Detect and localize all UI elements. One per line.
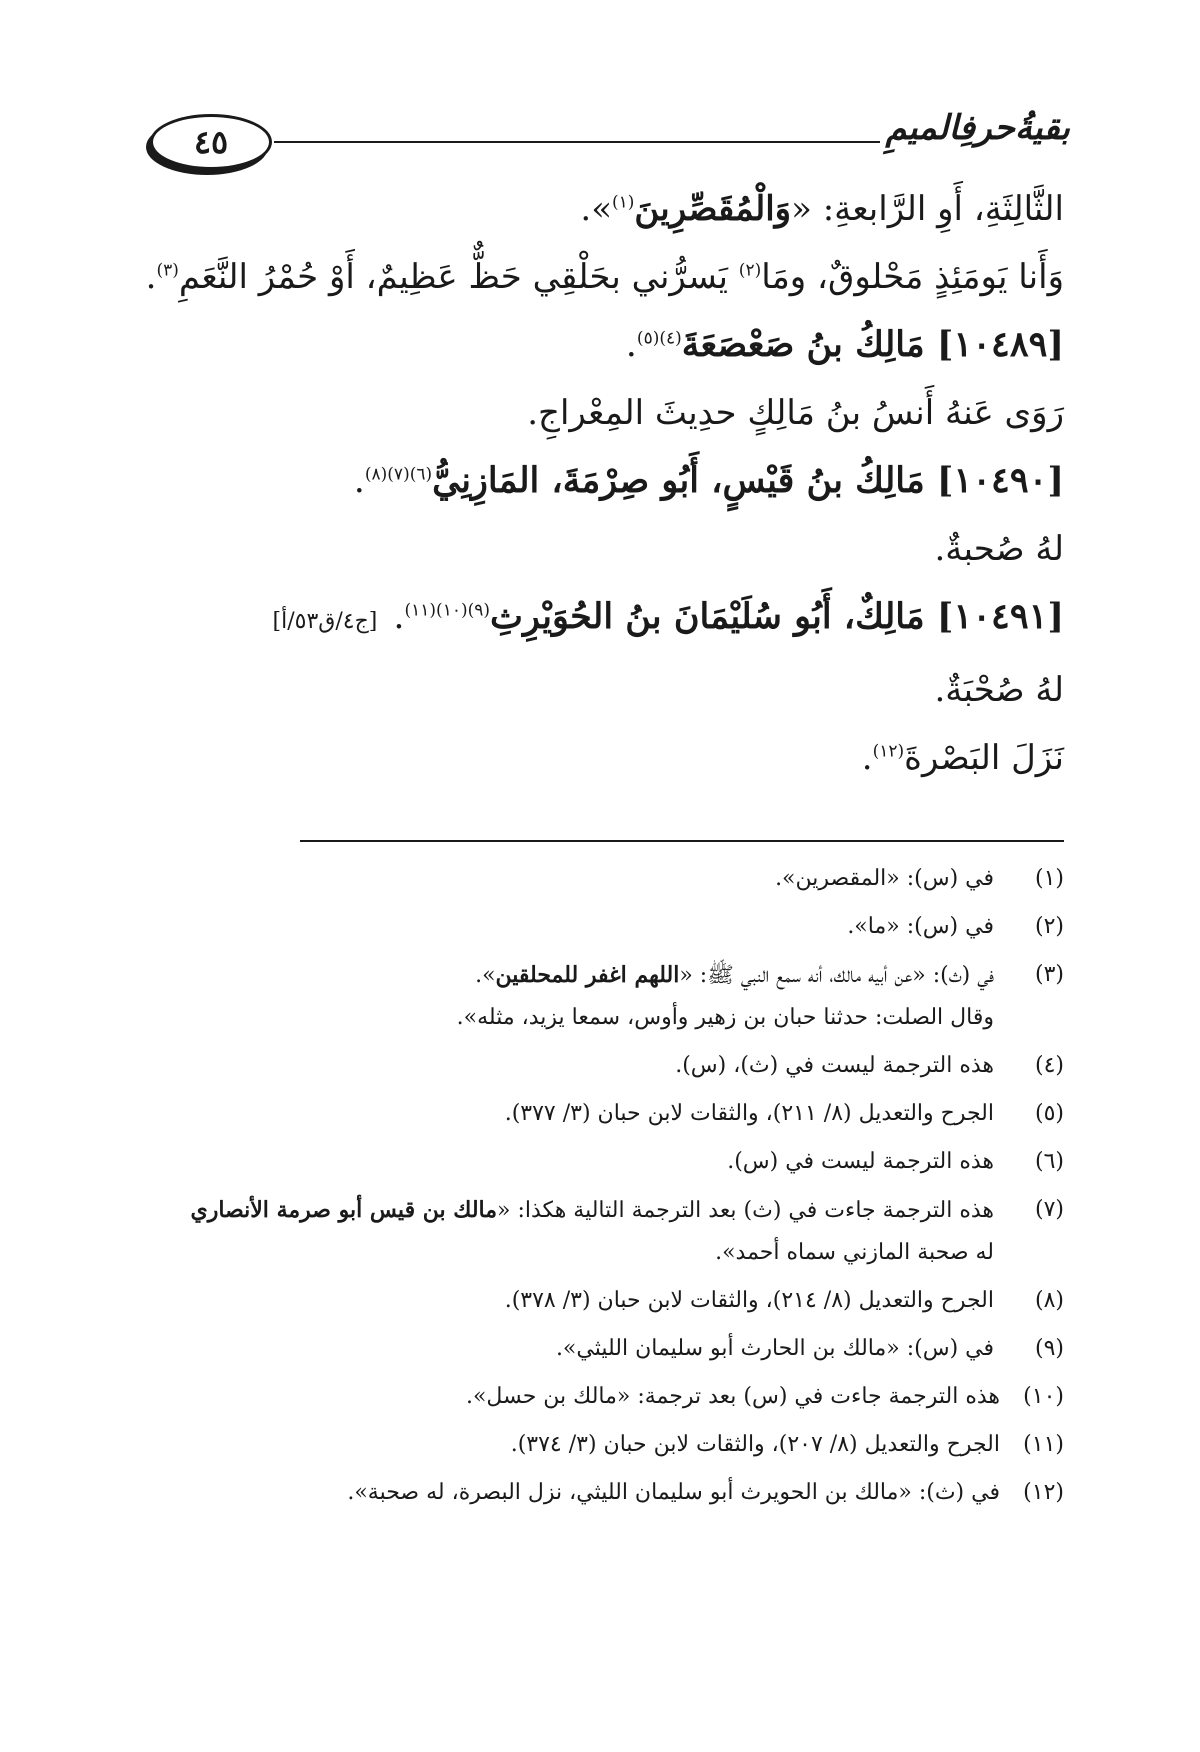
entry-10490	[134, 452, 1064, 510]
footnote-9	[148, 1328, 1064, 1370]
footnote-ref: (٦)(٧)(٨)	[364, 464, 433, 485]
line-end: .	[625, 325, 637, 365]
footnote-number: (١)	[1034, 866, 1064, 891]
footnote-number: (٨)	[1034, 1288, 1064, 1313]
page-number-badge	[150, 114, 272, 170]
footnote-number: (٧)	[1034, 1197, 1064, 1222]
line-end: ».	[580, 189, 612, 229]
entry-name: مَالِكٌ، أَبُو سُلَيْمَانَ بنُ الحُوَيْرِثِ	[490, 596, 937, 637]
footnote-number: (٦)	[1034, 1149, 1064, 1174]
entry-number: [١٠٤٨٩]	[936, 324, 1064, 365]
line-end: .	[393, 597, 405, 637]
line-text: وَأَنا يَومَئِذٍ مَحْلوقٌ، ومَا	[761, 257, 1064, 297]
footnote-4	[148, 1045, 1064, 1087]
footnote-text-part: هذه الترجمة جاءت في (ث) بعد الترجمة التالية هكذا: «	[497, 1198, 994, 1223]
entry-name: مَالِكُ بنُ صَعْصَعَةَ	[681, 324, 937, 365]
footnotes	[148, 858, 1064, 1520]
footnote-text: هذه الترجمة ليست في (ث)، (س).	[675, 1053, 994, 1078]
footnote-text	[148, 954, 994, 997]
footnote-ref: (١)	[612, 192, 635, 213]
line-text: الثَّالِثَةِ، أَوِ الرَّابعةِ: «	[791, 189, 1064, 229]
footnote-ref: (٤)(٥)	[636, 328, 682, 349]
footnote-ref: (٩)(١٠)(١١)	[404, 600, 490, 621]
text-line-2	[134, 248, 1064, 306]
footnote-text: هذه الترجمة جاءت في (س) بعد ترجمة: «مالك بن حسل».	[465, 1384, 1000, 1409]
footnote-continuation: له صحبة المازني سماه أحمد».	[715, 1240, 994, 1265]
footnote-7	[148, 1189, 1064, 1274]
text-line-6: لهُ صُحبةٌ.	[934, 529, 1064, 569]
text-line-4: رَوَى عَنهُ أَنسُ بنُ مَالِكٍ حدِيثَ المِعْراجِ.	[527, 393, 1064, 433]
line-text: يَسرُّني بحَلْقِي حَظٌّ عَظِيمٌ، أَوْ حُمْرُ النَّعَمِ	[178, 257, 739, 297]
footnote-quote: مالك بن قيس أبو صرمة الأنصاري	[190, 1197, 498, 1223]
footnote-1	[148, 858, 1064, 900]
entry-10489	[134, 316, 1064, 374]
page-number: ٤٥	[193, 123, 229, 161]
footnote-ref: (١٢)	[872, 741, 905, 762]
footnote-number: (١١)	[1023, 1432, 1064, 1457]
footnote-number: (٢)	[1034, 914, 1064, 939]
entry-name: مَالِكُ بنُ قَيْسٍ، أَبُو صِرْمَةَ، المَازِنِيُّ	[432, 460, 937, 501]
header-rule	[274, 141, 880, 143]
footnote-text: الجرح والتعديل (٨/ ٢١١)، والثقات لابن حبان (٣/ ٣٧٧).	[504, 1101, 994, 1126]
footnote-text: في (ث): «مالك بن الحويرث أبو سليمان الليثي، نزل البصرة، له صحبة».	[347, 1480, 1000, 1505]
footnote-separator	[300, 840, 1064, 842]
footnote-text: الجرح والتعديل (٨/ ٢٠٧)، والثقات لابن حبان (٣/ ٣٧٤).	[510, 1432, 1000, 1457]
entry-number: [١٠٤٩٠]	[936, 460, 1064, 501]
line-end: .	[145, 257, 157, 297]
footnote-2	[148, 906, 1064, 948]
footnote-text: هذه الترجمة ليست في (س).	[727, 1149, 994, 1174]
footnote-11	[148, 1424, 1064, 1466]
footnote-8	[148, 1280, 1064, 1322]
footnote-ref: (٢)	[738, 260, 762, 281]
text-line-9	[134, 729, 1064, 787]
footnote-number: (٤)	[1034, 1053, 1064, 1078]
footnote-number: (١٠)	[1023, 1384, 1064, 1409]
line-end: .	[353, 461, 365, 501]
footnote-3	[148, 954, 1064, 1039]
footnote-text	[148, 1189, 994, 1232]
footnote-6	[148, 1141, 1064, 1183]
footnote-number: (٩)	[1034, 1336, 1064, 1361]
quoted-word: وَالْمُقَصِّرِينَ	[634, 189, 792, 229]
footnote-12	[148, 1472, 1064, 1514]
line-end: .	[861, 738, 873, 778]
footnote-number: (٥)	[1034, 1101, 1064, 1126]
footnote-text-part: في (ث): «عن أبيه مالك، أنه سمع النبي ﷺ: «	[679, 963, 994, 988]
line-text: نَزَلَ البَصْرةَ	[904, 738, 1064, 778]
footnote-continuation: وقال الصلت: حدثنا حبان بن زهير وأوس، سمعا يزيد، مثله».	[456, 1005, 994, 1030]
footnote-text: الجرح والتعديل (٨/ ٢١٤)، والثقات لابن حبان (٣/ ٣٧٨).	[504, 1288, 994, 1313]
footnote-5	[148, 1093, 1064, 1135]
footnote-text: في (س): «مالك بن الحارث أبو سليمان الليثي».	[555, 1336, 994, 1361]
footnote-10	[148, 1376, 1064, 1418]
footnote-number: (٣)	[1034, 962, 1064, 987]
footnote-text: في (س): «المقصرين».	[775, 866, 994, 891]
text-line-1	[134, 180, 1064, 238]
manuscript-ref: [ج٤/ق٥٣/أ]	[272, 609, 378, 634]
footnote-number: (١٢)	[1023, 1480, 1064, 1505]
page-header	[150, 108, 1070, 180]
main-text	[134, 180, 1064, 797]
footnote-quote: اللهم اغفر للمحلقين	[495, 962, 680, 988]
running-title: بقيةُحرفِالميمِ	[885, 108, 1070, 148]
footnote-ref: (٣)	[156, 260, 179, 281]
footnote-text: في (س): «ما».	[847, 914, 994, 939]
entry-10491	[134, 588, 1064, 651]
text-line-8: لهُ صُحْبَةٌ.	[934, 670, 1064, 710]
entry-number: [١٠٤٩١]	[936, 596, 1064, 637]
footnote-text-part: ».	[475, 963, 496, 988]
